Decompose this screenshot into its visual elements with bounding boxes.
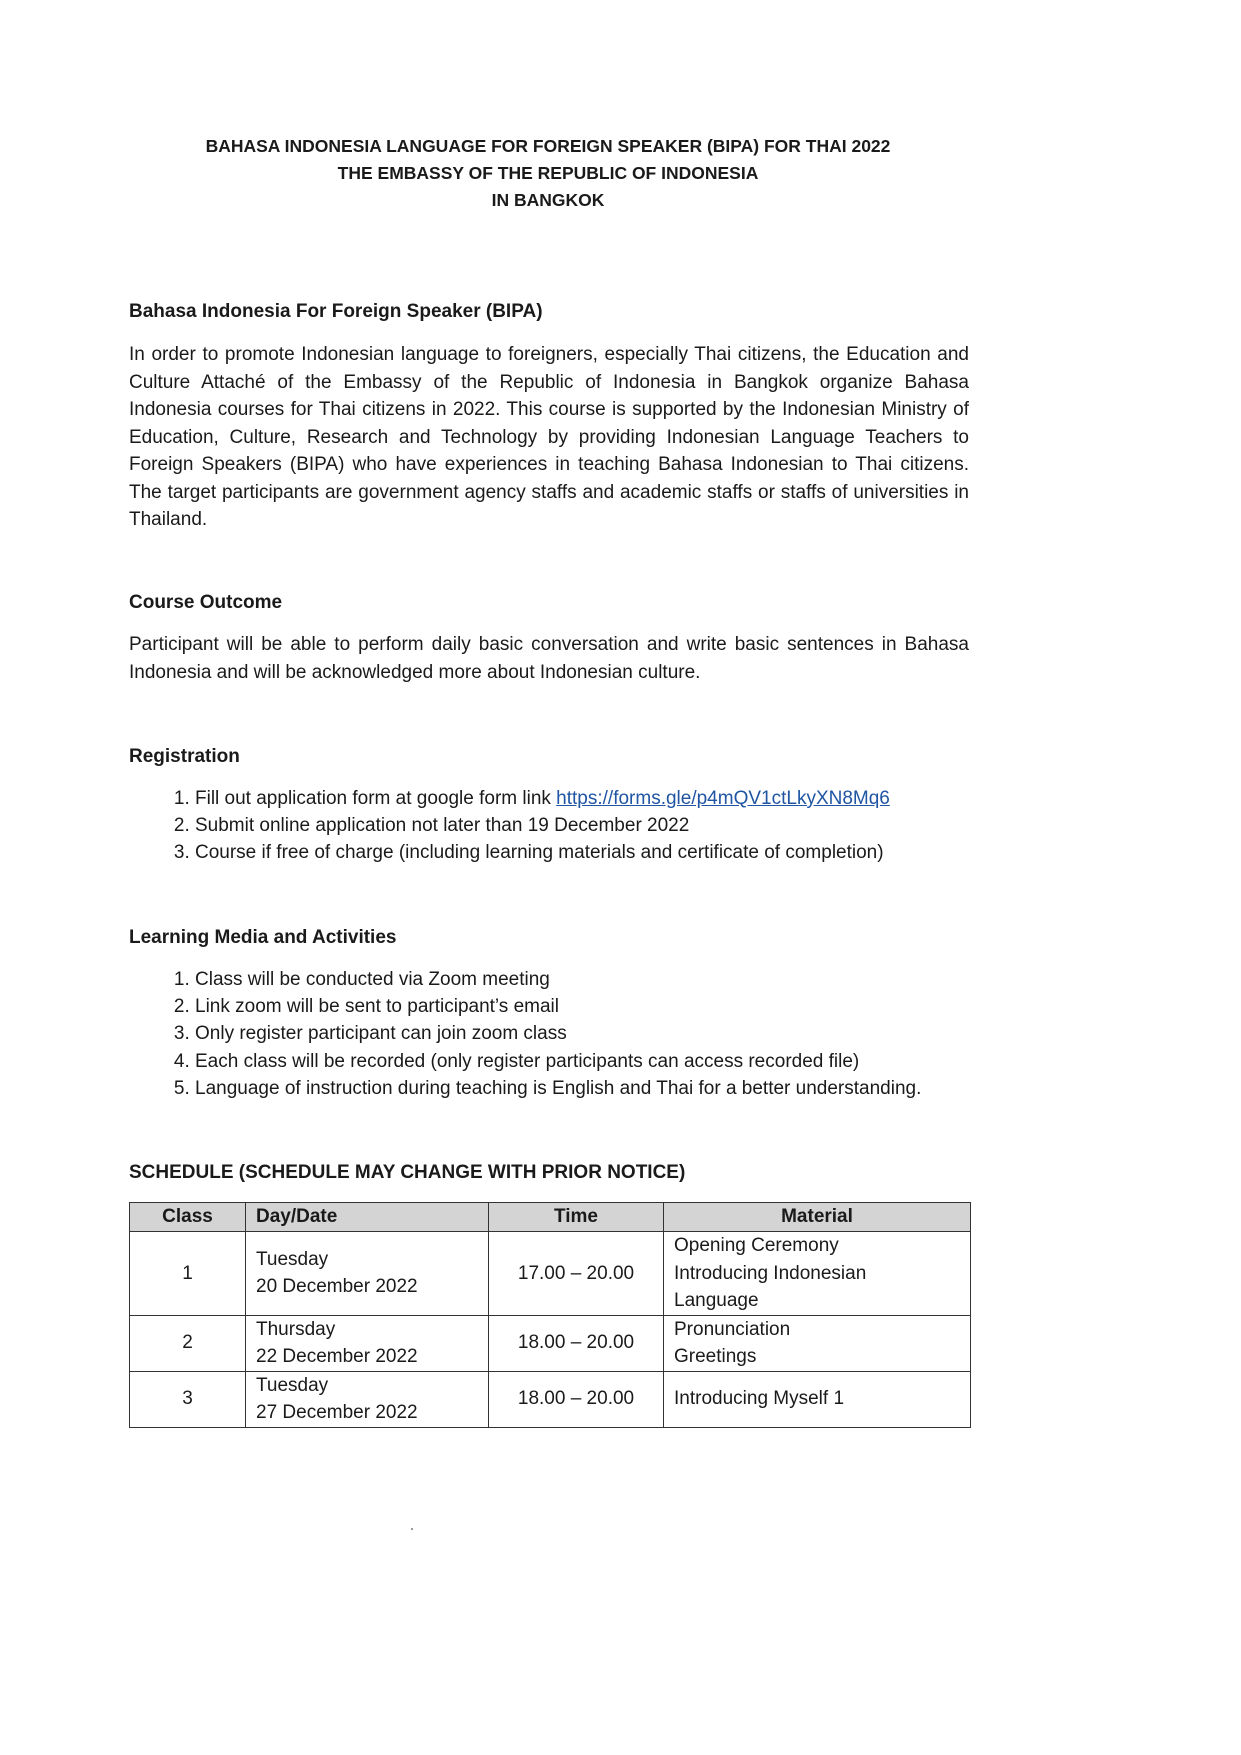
table-row [130, 1232, 971, 1316]
time-cell: 17.00 – 20.00 [489, 1232, 664, 1316]
registration-item-3: 3. Course if free of charge (including learning materials and certificate of completion) [195, 839, 1055, 866]
learning-item-2: 2. Link zoom will be sent to participant’s email [195, 993, 1055, 1020]
document-header [0, 133, 1096, 214]
day-date-cell [246, 1232, 489, 1316]
registration-item-2: 2. Submit online application not later than 19 December 2022 [195, 812, 1055, 839]
class-number: 2 [130, 1315, 246, 1371]
registration-item-1 [195, 785, 1055, 812]
material-line: Opening Ceremony [674, 1235, 839, 1256]
day-date-cell [246, 1315, 489, 1371]
header-title-line-3: IN BANGKOK [491, 190, 605, 210]
day-date-cell [246, 1371, 489, 1427]
registration-item-1-text: Fill out application form at google form link [195, 788, 557, 809]
material-cell [664, 1232, 971, 1316]
material-cell [664, 1371, 971, 1427]
material-line: Greetings [674, 1346, 757, 1367]
header-time: Time [489, 1203, 664, 1232]
schedule-header-row [130, 1203, 971, 1232]
learning-list [129, 966, 1055, 1102]
class-number: 3 [130, 1371, 246, 1427]
learning-item-5: 5. Language of instruction during teaching is English and Thai for a better understanding. [195, 1075, 1055, 1102]
material-line: Introducing Indonesian [674, 1262, 867, 1284]
header-class: Class [130, 1203, 246, 1232]
date: 20 December 2022 [256, 1276, 418, 1298]
day-name: Thursday [256, 1318, 336, 1340]
header-day-date: Day/Date [246, 1203, 489, 1232]
day-name: Tuesday [256, 1374, 329, 1396]
time-cell: 18.00 – 20.00 [489, 1315, 664, 1371]
schedule-table [129, 1202, 971, 1428]
time-cell: 18.00 – 20.00 [489, 1371, 664, 1427]
intro-paragraph: In order to promote Indonesian language to foreigners, especially Thai citizens, the Education and Culture Attaché of the Embassy of the Republic of Indonesia in Bangkok organize Bahasa Indonesia courses for Thai citizens in 2022. This course is supported by the Indonesian Ministry of Education, Culture, Research and Technology by providing Indonesian Language Teachers to Foreign Speakers (BIPA) who have experiences in teaching Bahasa Indonesian to Thai citizens. The target participants are government agency staffs and academic staffs or staffs of universities in Thailand. [129, 344, 969, 530]
class-number: 1 [130, 1232, 246, 1316]
intro-heading: Bahasa Indonesia For Foreign Speaker (BIPA) [129, 301, 543, 322]
header-title-line-2: THE EMBASSY OF THE REPUBLIC OF INDONESIA [337, 163, 759, 183]
table-row [130, 1371, 971, 1427]
schedule-heading: SCHEDULE (SCHEDULE MAY CHANGE WITH PRIOR NOTICE) [129, 1162, 686, 1183]
day-name: Tuesday [256, 1248, 329, 1270]
date: 22 December 2022 [256, 1346, 418, 1367]
header-title-line-1: BAHASA INDONESIA LANGUAGE FOR FOREIGN SPEAKER (BIPA) FOR THAI 2022 [205, 136, 891, 156]
registration-heading: Registration [129, 746, 240, 767]
registration-list [129, 785, 1055, 867]
learning-heading: Learning Media and Activities [129, 927, 397, 948]
material-cell [664, 1315, 971, 1371]
google-form-link[interactable]: https://forms.gle/p4mQV1ctLkyXN8Mq6 [556, 788, 890, 809]
outcome-heading: Course Outcome [129, 592, 283, 613]
material-line: Introducing Myself 1 [674, 1388, 845, 1410]
table-row [130, 1315, 971, 1371]
learning-item-1: 1. Class will be conducted via Zoom meeting [195, 966, 1055, 993]
learning-item-4: 4. Each class will be recorded (only register participants can access recorded file) [195, 1048, 1055, 1075]
learning-item-3: 3. Only register participant can join zoom class [195, 1020, 1055, 1047]
material-line: Pronunciation [674, 1318, 791, 1340]
scan-speck [411, 1528, 413, 1530]
date: 27 December 2022 [256, 1402, 418, 1423]
outcome-paragraph: Participant will be able to perform daily basic conversation and write basic sentences in Bahasa Indonesia and will be acknowledged more about Indonesian culture. [129, 634, 969, 683]
header-material: Material [664, 1203, 971, 1232]
material-line: Language [674, 1290, 759, 1311]
